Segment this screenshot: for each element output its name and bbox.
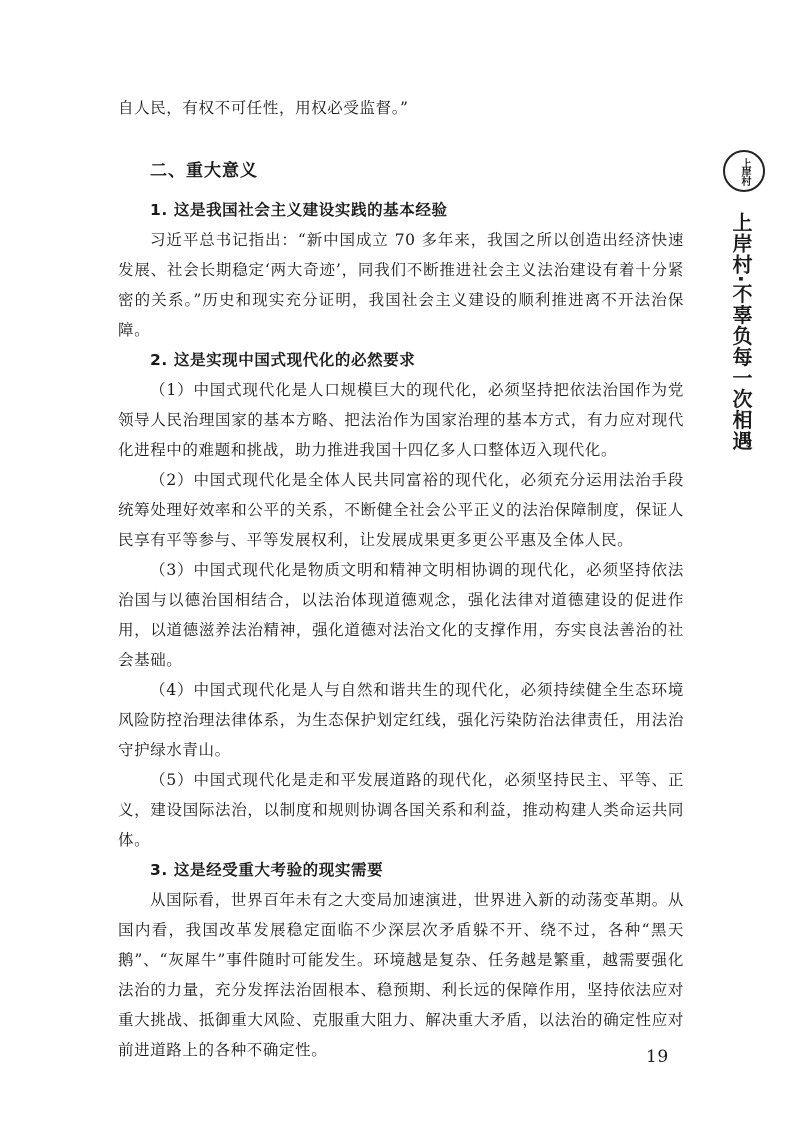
list-item: （2）中国式现代化是全体人民共同富裕的现代化，必须充分运用法治手段统筹处理好效率和公平的关系，不断健全社会公平正义的法治保障制度，保证人民享有平等参与、平等发展权利，让发展成果更多更公平惠及全体人民。 xyxy=(118,471,684,549)
paragraph: 习近平总书记指出：“新中国成立 70 多年来，我国之所以创造出经济快速发展、社会长期稳定‘两大奇迹’，同我们不断推进社会主义法治建设有着十分紧密的关系。”历史和现实充分证明，我国社会主义建设的顺利推进离不开法治保障。 xyxy=(118,231,684,339)
subheading-1: 1. 这是我国社会主义建设实践的基本经验 xyxy=(150,201,448,219)
list-item: （5）中国式现代化是走和平发展道路的现代化，必须坚持民主、平等、正义，建设国际法治，以制度和规则协调各国关系和利益，推动构建人类命运共同体。 xyxy=(118,771,684,849)
seal-text: 上岸村 xyxy=(739,157,750,185)
seal-logo-icon xyxy=(723,150,765,192)
paragraph: 从国际看，世界百年未有之大变局加速演进，世界进入新的动荡变革期。从国内看，我国改革发展稳定面临不少深层次矛盾躲不开、绕不过，各种“黑天鹅”、“灰犀牛”事件随时可能发生。环境越是复杂、任务越是繁重，越需要强化法治的力量，充分发挥法治固根本、稳预期、利长远的保障作用，坚持依法应对重大挑战、抵御重大风险、克服重大阻力、解决重大矛盾，以法治的确定性应对前进道路上的各种不确定性。 xyxy=(118,891,684,1059)
subheading-2: 2. 这是实现中国式现代化的必然要求 xyxy=(150,351,416,369)
list-item: （1）中国式现代化是人口规模巨大的现代化，必须坚持把依法治国作为党领导人民治理国家的基本方略、把法治作为国家治理的基本方式，有力应对现代化进程中的难题和挑战，助力推进我国十四亿多人口整体迈入现代化。 xyxy=(118,381,684,459)
body-text xyxy=(118,93,684,1065)
list-item: （4）中国式现代化是人与自然和谐共生的现代化，必须持续健全生态环境风险防控治理法律体系，为生态保护划定红线，强化污染防治法律责任，用法治守护绿水青山。 xyxy=(118,681,684,759)
list-item: （3）中国式现代化是物质文明和精神文明相协调的现代化，必须坚持依法治国与以德治国相结合，以法治体现道德观念，强化法律对道德建设的促进作用，以道德滋养法治精神，强化道德对法治文化的支撑作用，夯实良法善治的社会基础。 xyxy=(118,561,684,669)
sidebar-brand xyxy=(721,150,767,452)
section-heading: 二、重大意义 xyxy=(150,161,258,181)
continuation-paragraph: 自人民，有权不可任性，用权必受监督。” xyxy=(118,99,409,117)
brand-slogan: 上岸村·不辜负每一次相遇 xyxy=(729,212,753,452)
page-number: 19 xyxy=(646,1047,669,1067)
subheading-3: 3. 这是经受重大考验的现实需要 xyxy=(150,861,384,879)
